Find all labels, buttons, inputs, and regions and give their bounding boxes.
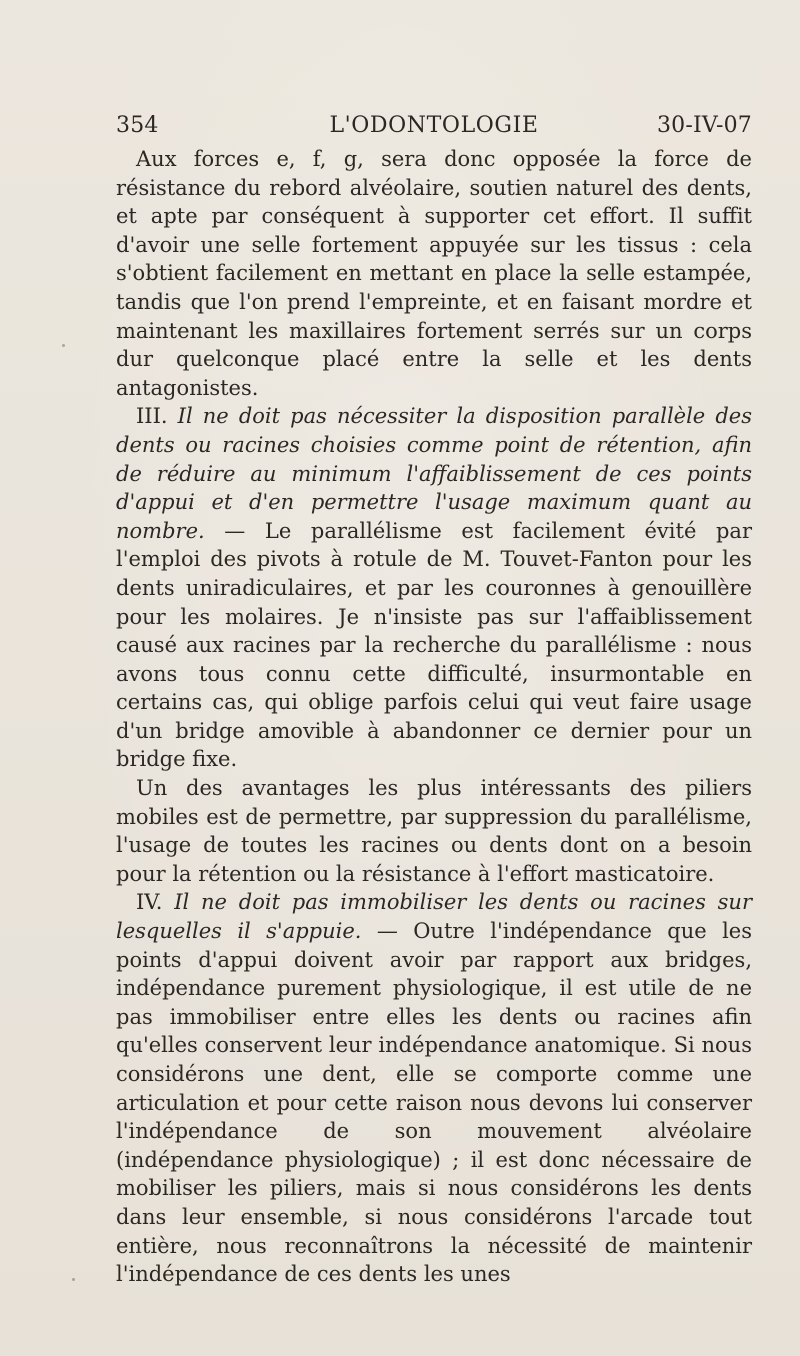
paragraph-text: Un des avantages les plus intéressants des piliers mobiles est de permettre, par suppression du parallélisme, l'usage de toutes les racines ou dents dont on a besoin pour la rétention ou la résistance à l'effort masticatoire. [116, 776, 752, 886]
paragraph-text: — Le parallélisme est facilement évité par l'emploi des pivots à rotule de M. Touvet-Fanton pour les dents uniradiculaires, et par les couronnes à genouillère pour les molaires. Je n'insiste pas sur l'affaiblissement causé aux racines par la recherche du parallélisme : nous avons tous connu cette difficulté, insurmontable en certains cas, qui oblige parfois celui qui veut faire usage d'un bridge amovible à abandonner ce dernier pour un bridge fixe. [116, 518, 752, 772]
issue-date: 30-IV-07 [656, 113, 752, 138]
paragraph-section-iii [116, 402, 752, 774]
page-number: 354 [116, 113, 159, 138]
paper-speck [62, 344, 65, 347]
paragraph-advantages [116, 774, 752, 888]
section-heading: Il ne doit pas immobiliser les dents ou racines sur lesquelles il s'appuie. [116, 890, 752, 944]
paper-speck [72, 1278, 75, 1281]
paragraph-section-iv [116, 888, 752, 1288]
paragraph-text: Aux forces e, f, g, sera donc opposée la force de résistance du rebord alvéolaire, soutien naturel des dents, et apte par conséquent à supporter cet effort. Il suffit d'avoir une selle fortement appuyée sur les tissus : cela s'obtient facilement en mettant en place la selle estampée, tandis que l'on prend l'empreinte, et en faisant mordre et maintenant les maxillaires fortement serrés sur un corps dur quelconque placé entre la selle et les dents antagonistes. [116, 147, 752, 400]
paragraph-forces [116, 145, 752, 402]
section-number: IV. [136, 890, 175, 915]
paragraph-text: — Outre l'indépendance que les points d'appui doivent avoir par rapport aux bridges, indépendance purement physiologique, il est utile de ne pas immobiliser entre elles les dents ou racines afin qu'elles conservent leur indépendance anatomique. Si nous considérons une dent, elle se comporte comme une articulation et pour cette raison nous devons lui conserver l'indépendance de son mouvement alvéolaire (indépendance physiologique) ; il est donc nécessaire de mobiliser les piliers, mais si nous considérons les dents dans leur ensemble, si nous considérons l'arcade tout entière, nous reconnaîtrons la nécessité de maintenir l'indépendance de ces dents les unes [116, 919, 752, 1287]
body-text [116, 145, 752, 1289]
section-number: III. [136, 404, 178, 429]
section-heading: Il ne doit pas nécessiter la disposition parallèle des dents ou racines choisies comme point de rétention, afin de réduire au minimum l'affaiblissement de ces points d'appui et d'en permettre l'usage maximum quant au nombre. [116, 404, 752, 543]
page-header [116, 110, 752, 142]
running-title: L'ODONTOLOGIE [329, 113, 539, 138]
